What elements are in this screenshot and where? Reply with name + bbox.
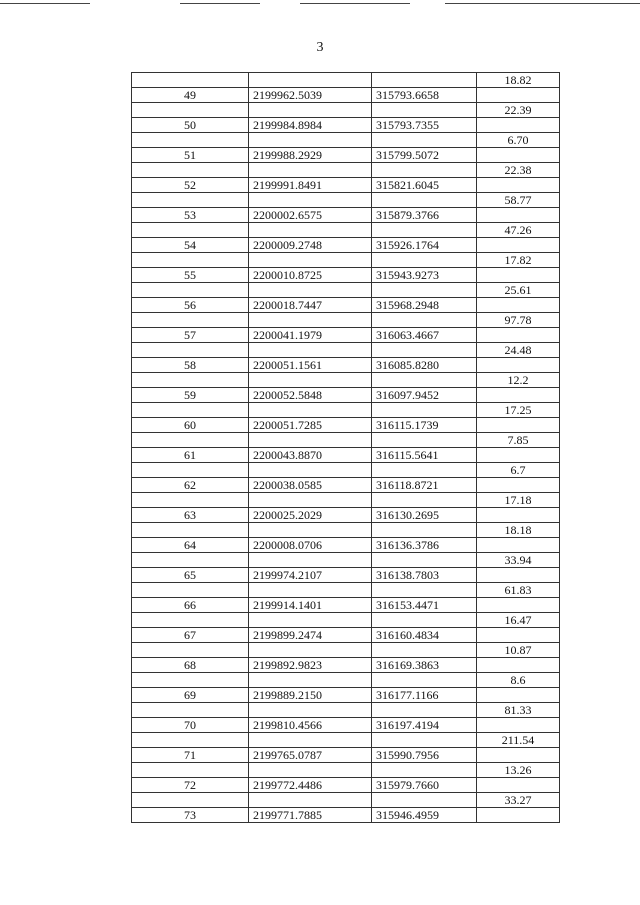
empty-cell (249, 643, 372, 658)
empty-cell (249, 433, 372, 448)
distance-row (132, 73, 560, 88)
empty-cell (249, 583, 372, 598)
empty-cell (249, 193, 372, 208)
x-coordinate: 2200051.7285 (249, 418, 372, 433)
empty-cell (132, 373, 249, 388)
point-row (132, 418, 560, 433)
distance-row (132, 373, 560, 388)
segment-length: 13.26 (477, 763, 560, 778)
distance-row (132, 133, 560, 148)
point-row (132, 748, 560, 763)
x-coordinate: 2200018.7447 (249, 298, 372, 313)
x-coordinate: 2199892.9823 (249, 658, 372, 673)
x-coordinate: 2200043.8870 (249, 448, 372, 463)
coordinates-table (131, 72, 560, 823)
segment-length: 16.47 (477, 613, 560, 628)
distance-row (132, 223, 560, 238)
empty-cell (372, 73, 477, 88)
empty-cell (477, 388, 560, 403)
y-coordinate: 316097.9452 (372, 388, 477, 403)
point-number: 55 (132, 268, 249, 283)
y-coordinate: 316153.4471 (372, 598, 477, 613)
empty-cell (249, 163, 372, 178)
point-number: 50 (132, 118, 249, 133)
point-row (132, 478, 560, 493)
x-coordinate: 2199914.1401 (249, 598, 372, 613)
empty-cell (132, 433, 249, 448)
distance-row (132, 763, 560, 778)
empty-cell (372, 343, 477, 358)
empty-cell (249, 283, 372, 298)
x-coordinate: 2199899.2474 (249, 628, 372, 643)
distance-row (132, 343, 560, 358)
empty-cell (372, 463, 477, 478)
empty-cell (372, 643, 477, 658)
distance-row (132, 793, 560, 808)
y-coordinate: 316085.8280 (372, 358, 477, 373)
point-number: 64 (132, 538, 249, 553)
empty-cell (249, 103, 372, 118)
empty-cell (132, 223, 249, 238)
distance-row (132, 613, 560, 628)
empty-cell (372, 163, 477, 178)
point-number: 70 (132, 718, 249, 733)
segment-length: 10.87 (477, 643, 560, 658)
empty-cell (249, 793, 372, 808)
point-row (132, 328, 560, 343)
x-coordinate: 2200025.2029 (249, 508, 372, 523)
x-coordinate: 2199988.2929 (249, 148, 372, 163)
empty-cell (477, 508, 560, 523)
y-coordinate: 316160.4834 (372, 628, 477, 643)
point-number: 67 (132, 628, 249, 643)
y-coordinate: 316136.3786 (372, 538, 477, 553)
scan-edge-line (0, 3, 90, 4)
empty-cell (477, 688, 560, 703)
empty-cell (372, 193, 477, 208)
x-coordinate: 2200008.0706 (249, 538, 372, 553)
point-row (132, 238, 560, 253)
empty-cell (477, 298, 560, 313)
segment-length: 47.26 (477, 223, 560, 238)
empty-cell (132, 463, 249, 478)
distance-row (132, 103, 560, 118)
point-row (132, 118, 560, 133)
empty-cell (477, 238, 560, 253)
empty-cell (132, 253, 249, 268)
point-row (132, 268, 560, 283)
empty-cell (249, 373, 372, 388)
y-coordinate: 316115.1739 (372, 418, 477, 433)
x-coordinate: 2199771.7885 (249, 808, 372, 823)
y-coordinate: 315799.5072 (372, 148, 477, 163)
scan-edge-line (445, 3, 640, 4)
coordinates-table-body (132, 73, 560, 823)
empty-cell (249, 253, 372, 268)
point-row (132, 508, 560, 523)
distance-row (132, 583, 560, 598)
empty-cell (372, 703, 477, 718)
empty-cell (477, 208, 560, 223)
y-coordinate: 315946.4959 (372, 808, 477, 823)
segment-length: 81.33 (477, 703, 560, 718)
empty-cell (477, 328, 560, 343)
x-coordinate: 2200002.6575 (249, 208, 372, 223)
empty-cell (372, 763, 477, 778)
y-coordinate: 316177.1166 (372, 688, 477, 703)
empty-cell (132, 103, 249, 118)
segment-length: 22.38 (477, 163, 560, 178)
empty-cell (132, 643, 249, 658)
empty-cell (249, 493, 372, 508)
distance-row (132, 463, 560, 478)
empty-cell (132, 523, 249, 538)
empty-cell (249, 553, 372, 568)
empty-cell (477, 148, 560, 163)
point-number: 61 (132, 448, 249, 463)
empty-cell (249, 133, 372, 148)
x-coordinate: 2199984.8984 (249, 118, 372, 133)
empty-cell (132, 193, 249, 208)
empty-cell (477, 718, 560, 733)
empty-cell (477, 808, 560, 823)
point-number: 56 (132, 298, 249, 313)
point-row (132, 808, 560, 823)
empty-cell (372, 733, 477, 748)
x-coordinate: 2200052.5848 (249, 388, 372, 403)
segment-length: 17.18 (477, 493, 560, 508)
y-coordinate: 315926.1764 (372, 238, 477, 253)
empty-cell (249, 463, 372, 478)
distance-row (132, 553, 560, 568)
point-number: 58 (132, 358, 249, 373)
empty-cell (477, 448, 560, 463)
point-row (132, 148, 560, 163)
empty-cell (477, 538, 560, 553)
empty-cell (477, 88, 560, 103)
distance-row (132, 523, 560, 538)
segment-length: 24.48 (477, 343, 560, 358)
empty-cell (372, 793, 477, 808)
empty-cell (132, 313, 249, 328)
empty-cell (132, 403, 249, 418)
empty-cell (132, 283, 249, 298)
empty-cell (372, 553, 477, 568)
point-row (132, 778, 560, 793)
empty-cell (132, 133, 249, 148)
point-number: 69 (132, 688, 249, 703)
point-number: 66 (132, 598, 249, 613)
point-number: 63 (132, 508, 249, 523)
distance-row (132, 253, 560, 268)
distance-row (132, 313, 560, 328)
scan-edge-line (300, 3, 410, 4)
empty-cell (249, 733, 372, 748)
segment-length: 6.7 (477, 463, 560, 478)
distance-row (132, 733, 560, 748)
empty-cell (249, 523, 372, 538)
empty-cell (372, 373, 477, 388)
segment-length: 97.78 (477, 313, 560, 328)
segment-length: 58.77 (477, 193, 560, 208)
empty-cell (477, 748, 560, 763)
y-coordinate: 315793.6658 (372, 88, 477, 103)
x-coordinate: 2199889.2150 (249, 688, 372, 703)
empty-cell (249, 673, 372, 688)
empty-cell (249, 223, 372, 238)
segment-length: 61.83 (477, 583, 560, 598)
point-number: 53 (132, 208, 249, 223)
empty-cell (477, 178, 560, 193)
point-row (132, 598, 560, 613)
empty-cell (477, 598, 560, 613)
distance-row (132, 673, 560, 688)
distance-row (132, 403, 560, 418)
point-number: 72 (132, 778, 249, 793)
segment-length: 211.54 (477, 733, 560, 748)
x-coordinate: 2200010.8725 (249, 268, 372, 283)
empty-cell (132, 583, 249, 598)
segment-length: 17.82 (477, 253, 560, 268)
empty-cell (477, 628, 560, 643)
segment-length: 33.94 (477, 553, 560, 568)
point-row (132, 208, 560, 223)
point-number: 68 (132, 658, 249, 673)
segment-length: 17.25 (477, 403, 560, 418)
empty-cell (372, 523, 477, 538)
empty-cell (477, 568, 560, 583)
segment-length: 22.39 (477, 103, 560, 118)
empty-cell (132, 493, 249, 508)
segment-length: 25.61 (477, 283, 560, 298)
x-coordinate: 2200009.2748 (249, 238, 372, 253)
point-number: 73 (132, 808, 249, 823)
empty-cell (249, 763, 372, 778)
y-coordinate: 315793.7355 (372, 118, 477, 133)
point-number: 57 (132, 328, 249, 343)
y-coordinate: 316130.2695 (372, 508, 477, 523)
scan-edge-line (180, 3, 260, 4)
empty-cell (249, 313, 372, 328)
point-number: 62 (132, 478, 249, 493)
empty-cell (249, 73, 372, 88)
empty-cell (132, 763, 249, 778)
y-coordinate: 316063.4667 (372, 328, 477, 343)
point-row (132, 388, 560, 403)
empty-cell (372, 283, 477, 298)
point-row (132, 718, 560, 733)
x-coordinate: 2200051.1561 (249, 358, 372, 373)
y-coordinate: 316118.8721 (372, 478, 477, 493)
y-coordinate: 315943.9273 (372, 268, 477, 283)
empty-cell (132, 703, 249, 718)
point-number: 60 (132, 418, 249, 433)
point-row (132, 178, 560, 193)
point-row (132, 538, 560, 553)
empty-cell (372, 103, 477, 118)
y-coordinate: 315879.3766 (372, 208, 477, 223)
y-coordinate: 316138.7803 (372, 568, 477, 583)
empty-cell (372, 253, 477, 268)
point-row (132, 688, 560, 703)
point-number: 71 (132, 748, 249, 763)
empty-cell (132, 793, 249, 808)
point-number: 49 (132, 88, 249, 103)
distance-row (132, 283, 560, 298)
x-coordinate: 2200038.0585 (249, 478, 372, 493)
segment-length: 12.2 (477, 373, 560, 388)
segment-length: 33.27 (477, 793, 560, 808)
y-coordinate: 315990.7956 (372, 748, 477, 763)
point-row (132, 658, 560, 673)
empty-cell (132, 343, 249, 358)
x-coordinate: 2200041.1979 (249, 328, 372, 343)
empty-cell (132, 163, 249, 178)
x-coordinate: 2199991.8491 (249, 178, 372, 193)
empty-cell (132, 73, 249, 88)
segment-length: 7.85 (477, 433, 560, 448)
empty-cell (132, 673, 249, 688)
x-coordinate: 2199810.4566 (249, 718, 372, 733)
empty-cell (132, 733, 249, 748)
x-coordinate: 2199772.4486 (249, 778, 372, 793)
empty-cell (372, 313, 477, 328)
distance-row (132, 163, 560, 178)
point-row (132, 88, 560, 103)
empty-cell (372, 433, 477, 448)
empty-cell (249, 403, 372, 418)
segment-length: 18.82 (477, 73, 560, 88)
empty-cell (477, 358, 560, 373)
distance-row (132, 493, 560, 508)
empty-cell (372, 673, 477, 688)
y-coordinate: 315968.2948 (372, 298, 477, 313)
empty-cell (477, 658, 560, 673)
y-coordinate: 315821.6045 (372, 178, 477, 193)
empty-cell (249, 613, 372, 628)
empty-cell (477, 418, 560, 433)
empty-cell (372, 403, 477, 418)
distance-row (132, 703, 560, 718)
empty-cell (477, 118, 560, 133)
distance-row (132, 433, 560, 448)
point-row (132, 298, 560, 313)
x-coordinate: 2199962.5039 (249, 88, 372, 103)
point-number: 51 (132, 148, 249, 163)
distance-row (132, 193, 560, 208)
empty-cell (477, 478, 560, 493)
point-number: 59 (132, 388, 249, 403)
point-number: 65 (132, 568, 249, 583)
y-coordinate: 316115.5641 (372, 448, 477, 463)
y-coordinate: 315979.7660 (372, 778, 477, 793)
empty-cell (249, 343, 372, 358)
point-number: 54 (132, 238, 249, 253)
empty-cell (249, 703, 372, 718)
page-number: 3 (316, 40, 324, 55)
segment-length: 18.18 (477, 523, 560, 538)
empty-cell (372, 223, 477, 238)
point-number: 52 (132, 178, 249, 193)
x-coordinate: 2199974.2107 (249, 568, 372, 583)
empty-cell (132, 553, 249, 568)
x-coordinate: 2199765.0787 (249, 748, 372, 763)
point-row (132, 448, 560, 463)
empty-cell (477, 268, 560, 283)
segment-length: 6.70 (477, 133, 560, 148)
empty-cell (132, 613, 249, 628)
empty-cell (372, 493, 477, 508)
y-coordinate: 316197.4194 (372, 718, 477, 733)
point-row (132, 628, 560, 643)
empty-cell (372, 613, 477, 628)
segment-length: 8.6 (477, 673, 560, 688)
empty-cell (372, 583, 477, 598)
point-row (132, 358, 560, 373)
empty-cell (477, 778, 560, 793)
point-row (132, 568, 560, 583)
y-coordinate: 316169.3863 (372, 658, 477, 673)
distance-row (132, 643, 560, 658)
empty-cell (372, 133, 477, 148)
